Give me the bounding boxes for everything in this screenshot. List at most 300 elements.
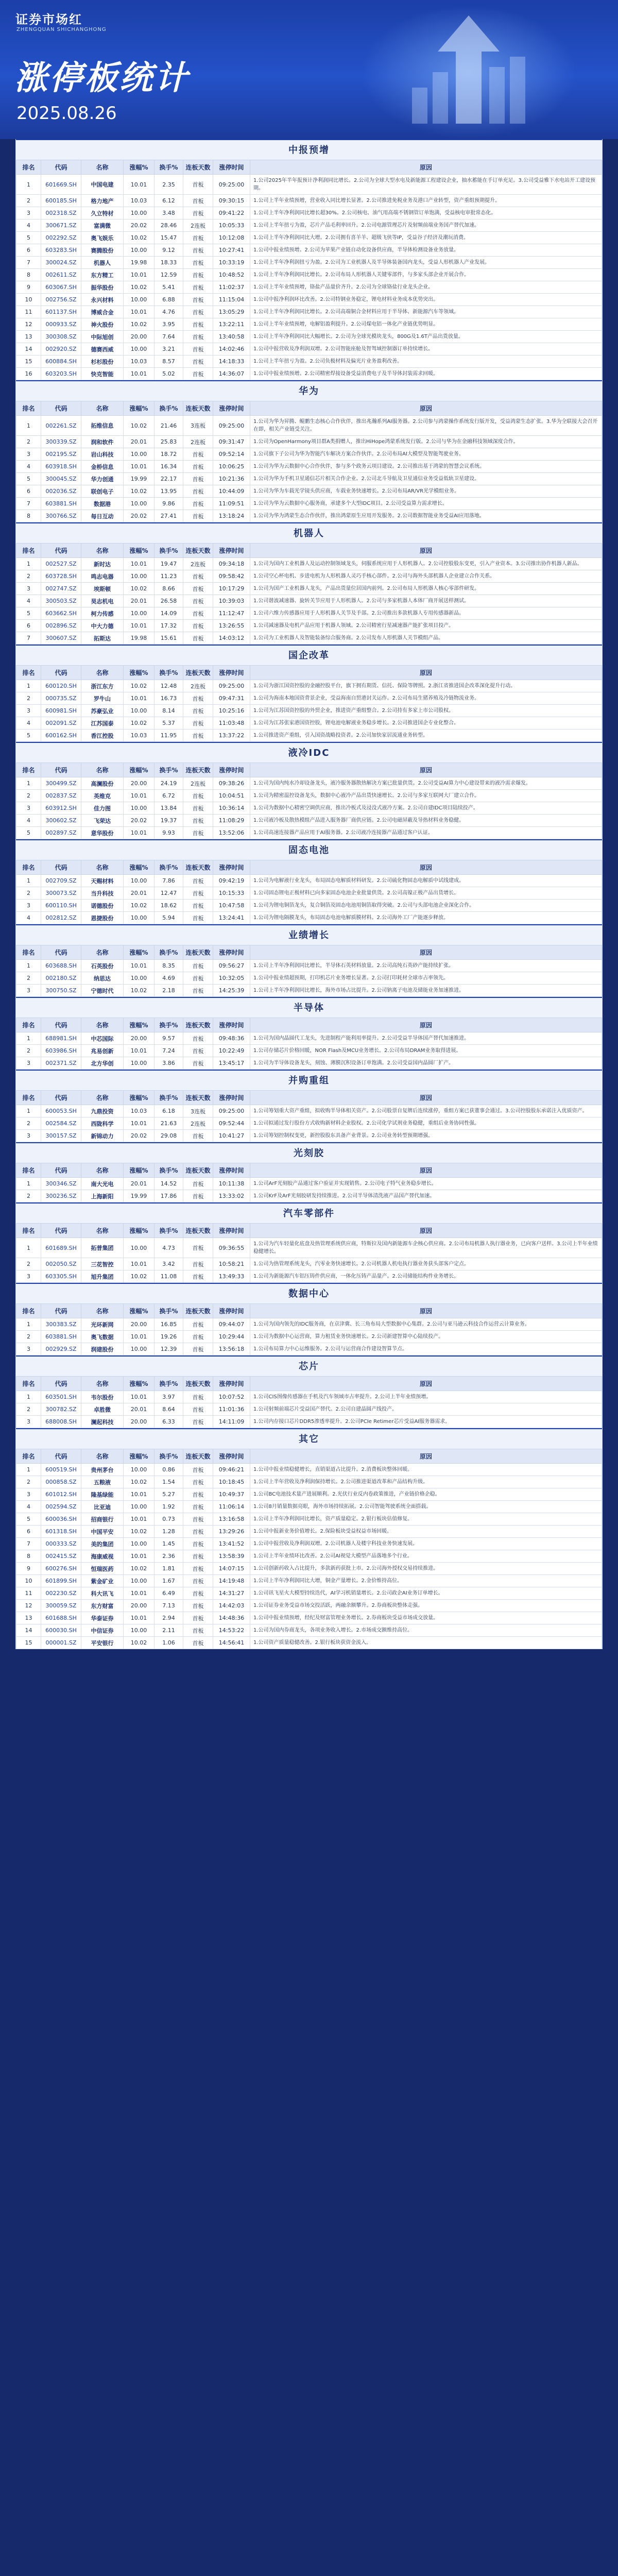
- code-cell: 603881.SH: [41, 1331, 81, 1343]
- table-row: [16, 680, 602, 692]
- section-card: [15, 1428, 603, 1649]
- code-cell: 603305.SH: [41, 1270, 81, 1283]
- streak-cell: 首板: [183, 343, 213, 355]
- streak-cell: 首板: [183, 1538, 213, 1550]
- gain-cell: 10.01: [124, 1550, 154, 1563]
- code-cell: 002050.SZ: [41, 1258, 81, 1270]
- rank-cell: 6: [16, 244, 41, 257]
- reason-cell: 1.公司为汽车轻量化底盘及热管理系统供应商，特斯拉及国内新能源车企核心供应商。2.公司布局机器人执行器业务，已向客户送样。3.公司上半年业绩稳健增长。: [250, 1238, 602, 1258]
- rank-cell: 5: [16, 607, 41, 620]
- reason-cell: 1.公司谐波减速器、旋转关节应用于人形机器人。2.公司与多家机器人本体厂商开展送样测试。: [250, 595, 602, 607]
- limit-time-cell: 10:17:29: [213, 583, 250, 595]
- streak-cell: 首板: [183, 985, 213, 997]
- streak-cell: 2连板: [183, 777, 213, 790]
- section-card: [15, 1355, 603, 1428]
- rank-cell: 2: [16, 887, 41, 900]
- gain-cell: 10.02: [124, 680, 154, 692]
- rank-cell: 3: [16, 802, 41, 815]
- turnover-cell: 18.62: [154, 900, 183, 912]
- name-cell: 华力创通: [81, 473, 124, 485]
- limit-time-cell: 09:36:55: [213, 1238, 250, 1258]
- stock-table: [16, 401, 602, 522]
- limit-time-cell: 13:40:58: [213, 331, 250, 343]
- reason-cell: 1.公司上半年净利润扭亏为盈。2.公司为工业机器人及半导体装备国内龙头，受益人形机器人产业发展。: [250, 257, 602, 269]
- turnover-cell: 8.64: [154, 1403, 183, 1416]
- rank-cell: 7: [16, 257, 41, 269]
- turnover-cell: 1.67: [154, 1575, 183, 1587]
- column-header: 涨幅%: [124, 1224, 154, 1238]
- code-cell: 688008.SH: [41, 1416, 81, 1428]
- turnover-cell: 9.93: [154, 827, 183, 839]
- column-header: 原因: [250, 160, 602, 175]
- column-header: 涨停时间: [213, 1224, 250, 1238]
- limit-time-cell: 13:05:29: [213, 306, 250, 318]
- turnover-cell: 7.13: [154, 1600, 183, 1612]
- name-cell: 赛腾股份: [81, 244, 124, 257]
- streak-cell: 首板: [183, 269, 213, 281]
- code-cell: 002709.SZ: [41, 875, 81, 887]
- column-header: 名称: [81, 763, 124, 777]
- code-cell: 601689.SH: [41, 1238, 81, 1258]
- reason-cell: 1.公司2025年半年报预计净利润同比增长。2.公司为全球大型水电及新能源工程建设企业，抽水蓄能在手订单充足。3.公司受益雅下水电站开工建设预期。: [250, 175, 602, 195]
- code-cell: 000001.SZ: [41, 1637, 81, 1649]
- name-cell: 三花智控: [81, 1258, 124, 1270]
- name-cell: 九鼎投资: [81, 1105, 124, 1117]
- limit-time-cell: 10:25:16: [213, 705, 250, 717]
- rank-cell: 2: [16, 1190, 41, 1202]
- code-cell: 002318.SZ: [41, 207, 81, 219]
- rank-cell: 2: [16, 692, 41, 705]
- code-cell: 002091.SZ: [41, 717, 81, 730]
- column-header: 名称: [81, 860, 124, 875]
- streak-cell: 首板: [183, 257, 213, 269]
- name-cell: 卓胜微: [81, 1403, 124, 1416]
- streak-cell: 首板: [183, 1178, 213, 1190]
- name-cell: 当升科技: [81, 887, 124, 900]
- reason-cell: 1.公司为浙江国资控股的金融控股平台，旗下拥有期货、信托、保险等牌照。2.浙江省推进国企改革深化提升行动。: [250, 680, 602, 692]
- code-cell: 601669.SH: [41, 175, 81, 195]
- column-header: 代码: [41, 401, 81, 416]
- streak-cell: 首板: [183, 595, 213, 607]
- gain-cell: 10.00: [124, 1575, 154, 1587]
- limit-time-cell: 14:25:39: [213, 985, 250, 997]
- code-cell: 300750.SZ: [41, 985, 81, 997]
- table-row: [16, 1550, 602, 1563]
- limit-time-cell: 11:15:04: [213, 294, 250, 306]
- reason-cell: 1.公司为华为云数据中心服务商，承建多个大型IDC项目。2.公司受益算力需求增长。: [250, 498, 602, 510]
- reason-cell: 1.公司上半年业绩预增，营业收入同比增长显著。2.公司推进免税业务及港口产业转型，资产重组预期提升。: [250, 195, 602, 207]
- limit-time-cell: 14:03:12: [213, 632, 250, 645]
- column-header: 连板天数: [183, 160, 213, 175]
- gain-cell: 10.01: [124, 558, 154, 570]
- reason-cell: 1.公司内存接口芯片DDR5渗透率提升。2.公司PCIe Retimer芯片受益AI服务器需求。: [250, 1416, 602, 1428]
- reason-cell: 1.公司上半年净利润同比增长，半导体石英材料放量。2.公司高纯石英砂产能持续扩张。: [250, 960, 602, 972]
- column-header: 名称: [81, 1304, 124, 1318]
- limit-time-cell: 09:47:31: [213, 692, 250, 705]
- code-cell: 002756.SZ: [41, 294, 81, 306]
- column-header: 原因: [250, 401, 602, 416]
- gain-cell: 10.00: [124, 343, 154, 355]
- name-cell: 贵州茅台: [81, 1464, 124, 1476]
- limit-time-cell: 09:34:18: [213, 558, 250, 570]
- reason-cell: 1.公司为华为车载光学镜头供应商，车载业务快速增长。2.公司布局AR/VR光学模组业务。: [250, 485, 602, 498]
- table-row: [16, 207, 602, 219]
- column-header: 涨幅%: [124, 1377, 154, 1391]
- streak-cell: 首板: [183, 1600, 213, 1612]
- section-title: 华为: [16, 380, 602, 401]
- rank-cell: 4: [16, 219, 41, 232]
- rank-cell: 4: [16, 815, 41, 827]
- limit-time-cell: 13:18:24: [213, 510, 250, 522]
- streak-cell: 首板: [183, 281, 213, 294]
- limit-time-cell: 09:30:15: [213, 195, 250, 207]
- code-cell: 300346.SZ: [41, 1178, 81, 1190]
- limit-time-cell: 13:26:55: [213, 620, 250, 632]
- rank-cell: 3: [16, 1343, 41, 1355]
- streak-cell: 首板: [183, 306, 213, 318]
- rank-cell: 8: [16, 1550, 41, 1563]
- turnover-cell: 1.81: [154, 1563, 183, 1575]
- table-row: [16, 607, 602, 620]
- name-cell: 光环新网: [81, 1318, 124, 1331]
- limit-time-cell: 10:18:45: [213, 1476, 250, 1488]
- column-header: 连板天数: [183, 1018, 213, 1032]
- gain-cell: 10.01: [124, 1391, 154, 1403]
- rank-cell: 4: [16, 595, 41, 607]
- column-header: 名称: [81, 1377, 124, 1391]
- column-header: 排名: [16, 945, 41, 960]
- code-cell: 300024.SZ: [41, 257, 81, 269]
- turnover-cell: 5.02: [154, 368, 183, 380]
- limit-time-cell: 09:25:00: [213, 680, 250, 692]
- reason-cell: 1.公司液冷板及散热模组产品进入服务器厂商供应链。2.公司电磁屏蔽及导热材料业务稳健。: [250, 815, 602, 827]
- table-row: [16, 815, 602, 827]
- column-header: 换手%: [154, 1018, 183, 1032]
- rank-cell: 3: [16, 1270, 41, 1283]
- gain-cell: 10.02: [124, 1526, 154, 1538]
- rank-cell: 1: [16, 1178, 41, 1190]
- name-cell: 石英股份: [81, 960, 124, 972]
- table-row: [16, 1238, 602, 1258]
- page-date: 2025.08.26: [16, 103, 117, 124]
- streak-cell: 首板: [183, 972, 213, 985]
- name-cell: 数据港: [81, 498, 124, 510]
- reason-cell: 1.公司高速连接器产品应用于AI服务器。2.公司液冷连接器产品通过客户认证。: [250, 827, 602, 839]
- limit-time-cell: 14:19:48: [213, 1575, 250, 1587]
- reason-cell: 1.公司筹划控制权变更，新控股股东具备产业背景。2.公司业务转型预期增强。: [250, 1130, 602, 1142]
- rank-cell: 11: [16, 1587, 41, 1600]
- streak-cell: 2连板: [183, 436, 213, 448]
- code-cell: 300766.SZ: [41, 510, 81, 522]
- column-header: 代码: [41, 1091, 81, 1105]
- column-header: 涨停时间: [213, 160, 250, 175]
- section-card: [15, 1202, 603, 1283]
- column-header: 排名: [16, 1224, 41, 1238]
- column-header: 代码: [41, 160, 81, 175]
- section-title: 固态电池: [16, 839, 602, 860]
- rank-cell: 14: [16, 343, 41, 355]
- turnover-cell: 17.32: [154, 620, 183, 632]
- column-header: 代码: [41, 860, 81, 875]
- code-cell: 300157.SZ: [41, 1130, 81, 1142]
- streak-cell: 首板: [183, 900, 213, 912]
- table-row: [16, 175, 602, 195]
- rank-cell: 1: [16, 680, 41, 692]
- column-header: 换手%: [154, 1377, 183, 1391]
- code-cell: 603203.SH: [41, 368, 81, 380]
- limit-time-cell: 09:58:42: [213, 570, 250, 583]
- section-card: [15, 1070, 603, 1142]
- table-row: [16, 1587, 602, 1600]
- gain-cell: 10.00: [124, 207, 154, 219]
- reason-cell: 1.公司减速器及电机产品应用于机器人领域。2.公司精密行星减速器产能扩张项目投产。: [250, 620, 602, 632]
- name-cell: 奥飞娱乐: [81, 232, 124, 244]
- section-title: 机器人: [16, 522, 602, 543]
- gain-cell: 10.02: [124, 318, 154, 331]
- turnover-cell: 3.95: [154, 318, 183, 331]
- gain-cell: 10.01: [124, 1612, 154, 1624]
- reason-cell: 1.公司拟通过发行股份方式收购新材料企业股权。2.公司化学试剂业务稳健，重组后业务协同性强。: [250, 1117, 602, 1130]
- reason-cell: 1.公司为国产工业机器人龙头，产品出货量位居国内前列。2.公司布局人形机器人核心零部件研发。: [250, 583, 602, 595]
- column-header: 原因: [250, 763, 602, 777]
- streak-cell: 首板: [183, 1331, 213, 1343]
- table-row: [16, 219, 602, 232]
- column-header: 原因: [250, 1163, 602, 1178]
- reason-cell: 1.公司筹划重大资产重组，拟收购半导体相关资产。2.公司股票自复牌后连续涨停，重组方案已获董事会通过。3.公司控股股东承诺注入优质资产。: [250, 1105, 602, 1117]
- limit-time-cell: 14:36:07: [213, 368, 250, 380]
- table-row: [16, 985, 602, 997]
- rank-cell: 1: [16, 558, 41, 570]
- reason-cell: 1.公司上半年净利润同比增长，资产质量稳定。2.银行板块估值修复。: [250, 1513, 602, 1526]
- rank-cell: 16: [16, 368, 41, 380]
- name-cell: 纳思达: [81, 972, 124, 985]
- turnover-cell: 21.46: [154, 416, 183, 436]
- streak-cell: 首板: [183, 485, 213, 498]
- gain-cell: 20.02: [124, 1130, 154, 1142]
- reason-cell: 1.公司上半年净利润同比增长。2.公司布局人形机器人关键零部件，与多家头部企业开展合作。: [250, 269, 602, 281]
- limit-time-cell: 13:49:33: [213, 1270, 250, 1283]
- limit-time-cell: 10:44:09: [213, 485, 250, 498]
- column-header: 涨停时间: [213, 666, 250, 680]
- gain-cell: 20.01: [124, 887, 154, 900]
- reason-cell: 1.公司为热管理系统龙头，汽零业务快速增长。2.公司机器人机电执行器业务获头部客户定点。: [250, 1258, 602, 1270]
- name-cell: 华泰证券: [81, 1612, 124, 1624]
- gain-cell: 10.02: [124, 1563, 154, 1575]
- column-header: 排名: [16, 1377, 41, 1391]
- code-cell: 002180.SZ: [41, 972, 81, 985]
- rank-cell: 7: [16, 1538, 41, 1550]
- column-header: 代码: [41, 666, 81, 680]
- gain-cell: 10.02: [124, 900, 154, 912]
- rank-cell: 6: [16, 485, 41, 498]
- table-row: [16, 960, 602, 972]
- table-row: [16, 232, 602, 244]
- gain-cell: 20.00: [124, 1416, 154, 1428]
- column-header: 原因: [250, 666, 602, 680]
- column-header: 原因: [250, 1377, 602, 1391]
- code-cell: 300499.SZ: [41, 777, 81, 790]
- name-cell: 中大力德: [81, 620, 124, 632]
- column-header: 涨停时间: [213, 1449, 250, 1464]
- streak-cell: 首板: [183, 1238, 213, 1258]
- turnover-cell: 19.47: [154, 558, 183, 570]
- limit-time-cell: 13:24:41: [213, 912, 250, 924]
- turnover-cell: 11.08: [154, 1270, 183, 1283]
- limit-time-cell: 10:07:52: [213, 1391, 250, 1403]
- turnover-cell: 28.46: [154, 219, 183, 232]
- limit-time-cell: 10:41:27: [213, 1130, 250, 1142]
- reason-cell: 1.公司中报营收及净利润双增。2.公司智能座舱及智驾域控制器订单持续增长。: [250, 343, 602, 355]
- gain-cell: 10.01: [124, 827, 154, 839]
- column-header: 涨幅%: [124, 160, 154, 175]
- section-title: 汽车零部件: [16, 1202, 602, 1223]
- column-header: 名称: [81, 160, 124, 175]
- rank-cell: 5: [16, 1513, 41, 1526]
- column-header: 涨幅%: [124, 1449, 154, 1464]
- reason-cell: 1.公司讯飞星火大模型持续迭代，AI学习机销量增长。2.公司政企AI业务订单增长。: [250, 1587, 602, 1600]
- rank-cell: 3: [16, 985, 41, 997]
- table-row: [16, 1117, 602, 1130]
- code-cell: 603662.SH: [41, 607, 81, 620]
- column-header: 名称: [81, 1449, 124, 1464]
- rank-cell: 1: [16, 1105, 41, 1117]
- code-cell: 002747.SZ: [41, 583, 81, 595]
- limit-time-cell: 10:21:36: [213, 473, 250, 485]
- column-header: 连板天数: [183, 1091, 213, 1105]
- column-header: 连板天数: [183, 1304, 213, 1318]
- column-header: 涨幅%: [124, 401, 154, 416]
- rank-cell: 5: [16, 473, 41, 485]
- table-row: [16, 294, 602, 306]
- reason-cell: 1.公司上半年净利润同比增长超30%。2.公司核电、油气用高端不锈钢管订单饱满，受益核电审批常态化。: [250, 207, 602, 219]
- sections-container: [0, 139, 618, 1649]
- gain-cell: 10.01: [124, 175, 154, 195]
- column-header: 原因: [250, 544, 602, 558]
- gain-cell: 10.01: [124, 461, 154, 473]
- table-row: [16, 416, 602, 436]
- streak-cell: 首板: [183, 448, 213, 461]
- streak-cell: 首板: [183, 510, 213, 522]
- limit-time-cell: 10:06:25: [213, 461, 250, 473]
- table-row: [16, 281, 602, 294]
- brand-logo: 证券市场红: [15, 12, 82, 27]
- limit-time-cell: 10:04:51: [213, 790, 250, 802]
- reason-cell: 1.公司空心杯电机、步进电机为人形机器人灵巧手核心部件。2.公司与海外头部机器人企业建立合作关系。: [250, 570, 602, 583]
- reason-cell: 1.公司中报业绩超预期，打印机芯片业务增长显著。2.公司打印耗材全球市占率领先。: [250, 972, 602, 985]
- streak-cell: 首板: [183, 705, 213, 717]
- rank-cell: 2: [16, 972, 41, 985]
- turnover-cell: 6.12: [154, 195, 183, 207]
- streak-cell: 首板: [183, 1526, 213, 1538]
- column-header: 名称: [81, 401, 124, 416]
- table-row: [16, 1563, 602, 1575]
- turnover-cell: 9.12: [154, 244, 183, 257]
- streak-cell: 首板: [183, 294, 213, 306]
- code-cell: 300671.SZ: [41, 219, 81, 232]
- streak-cell: 首板: [183, 1318, 213, 1331]
- rank-cell: 13: [16, 331, 41, 343]
- name-cell: 澜起科技: [81, 1416, 124, 1428]
- table-row: [16, 1637, 602, 1649]
- column-header: 涨幅%: [124, 1163, 154, 1178]
- streak-cell: 首板: [183, 1513, 213, 1526]
- rank-cell: 14: [16, 1624, 41, 1637]
- name-cell: 上海新阳: [81, 1190, 124, 1202]
- table-row: [16, 1343, 602, 1355]
- code-cell: 300059.SZ: [41, 1600, 81, 1612]
- turnover-cell: 6.88: [154, 294, 183, 306]
- reason-cell: 1.公司上半年业绩环比改善。2.公司AI视觉大模型产品落地多个行业。: [250, 1550, 602, 1563]
- limit-time-cell: 11:06:14: [213, 1501, 250, 1513]
- turnover-cell: 6.18: [154, 1105, 183, 1117]
- gain-cell: 10.00: [124, 875, 154, 887]
- name-cell: 韦尔股份: [81, 1391, 124, 1403]
- gain-cell: 10.00: [124, 1624, 154, 1637]
- streak-cell: 首板: [183, 1130, 213, 1142]
- reason-cell: 1.公司旗下子公司为华为智能汽车解决方案合作伙伴。2.公司布局AI大模型及智能驾驶业务。: [250, 448, 602, 461]
- reason-cell: 1.公司为精密温控设备龙头，数据中心液冷产品出货快速增长。2.公司与多家互联网大厂建立合作。: [250, 790, 602, 802]
- gain-cell: 10.01: [124, 1331, 154, 1343]
- table-row: [16, 448, 602, 461]
- code-cell: 603067.SH: [41, 281, 81, 294]
- name-cell: 每日互动: [81, 510, 124, 522]
- name-cell: 中信证券: [81, 1624, 124, 1637]
- column-header: 涨停时间: [213, 763, 250, 777]
- gain-cell: 10.00: [124, 972, 154, 985]
- gain-cell: 10.02: [124, 416, 154, 436]
- column-header: 名称: [81, 544, 124, 558]
- table-row: [16, 875, 602, 887]
- rank-cell: 13: [16, 1612, 41, 1624]
- column-header: 排名: [16, 1449, 41, 1464]
- column-header: 原因: [250, 945, 602, 960]
- name-cell: 紫金矿业: [81, 1575, 124, 1587]
- code-cell: 600053.SH: [41, 1105, 81, 1117]
- turnover-cell: 1.06: [154, 1637, 183, 1649]
- reason-cell: 1.公司为锂电铜箔龙头，复合铜箔及固态电池用铜箔取得突破。2.公司与头部电池企业深化合作。: [250, 900, 602, 912]
- turnover-cell: 8.14: [154, 705, 183, 717]
- table-row: [16, 790, 602, 802]
- reason-cell: 1.公司为半导体设备龙头，刻蚀、薄膜沉积设备订单饱满。2.公司受益国内晶圆厂扩产。: [250, 1057, 602, 1070]
- gain-cell: 10.00: [124, 705, 154, 717]
- limit-time-cell: 11:02:37: [213, 281, 250, 294]
- name-cell: 科大讯飞: [81, 1587, 124, 1600]
- code-cell: 002584.SZ: [41, 1117, 81, 1130]
- code-cell: 002292.SZ: [41, 232, 81, 244]
- name-cell: 旭升集团: [81, 1270, 124, 1283]
- rank-cell: 11: [16, 306, 41, 318]
- column-header: 代码: [41, 1449, 81, 1464]
- column-header: 排名: [16, 763, 41, 777]
- table-row: [16, 461, 602, 473]
- limit-time-cell: 10:29:44: [213, 1331, 250, 1343]
- section-title: 光刻胶: [16, 1142, 602, 1163]
- streak-cell: 首板: [183, 1476, 213, 1488]
- gain-cell: 10.01: [124, 960, 154, 972]
- reason-cell: 1.公司推进资产重组，引入国资战略投资者。2.公司加快家居流通业务转型。: [250, 730, 602, 742]
- streak-cell: 首板: [183, 331, 213, 343]
- column-header: 涨幅%: [124, 763, 154, 777]
- turnover-cell: 7.24: [154, 1045, 183, 1057]
- limit-time-cell: 10:15:33: [213, 887, 250, 900]
- turnover-cell: 15.61: [154, 632, 183, 645]
- table-row: [16, 1575, 602, 1587]
- column-header: 排名: [16, 544, 41, 558]
- turnover-cell: 1.92: [154, 1501, 183, 1513]
- turnover-cell: 0.73: [154, 1513, 183, 1526]
- reason-cell: 1.公司中报业绩稳健增长，直销渠道占比提升。2.消费板块整体回暖。: [250, 1464, 602, 1476]
- column-header: 代码: [41, 1224, 81, 1238]
